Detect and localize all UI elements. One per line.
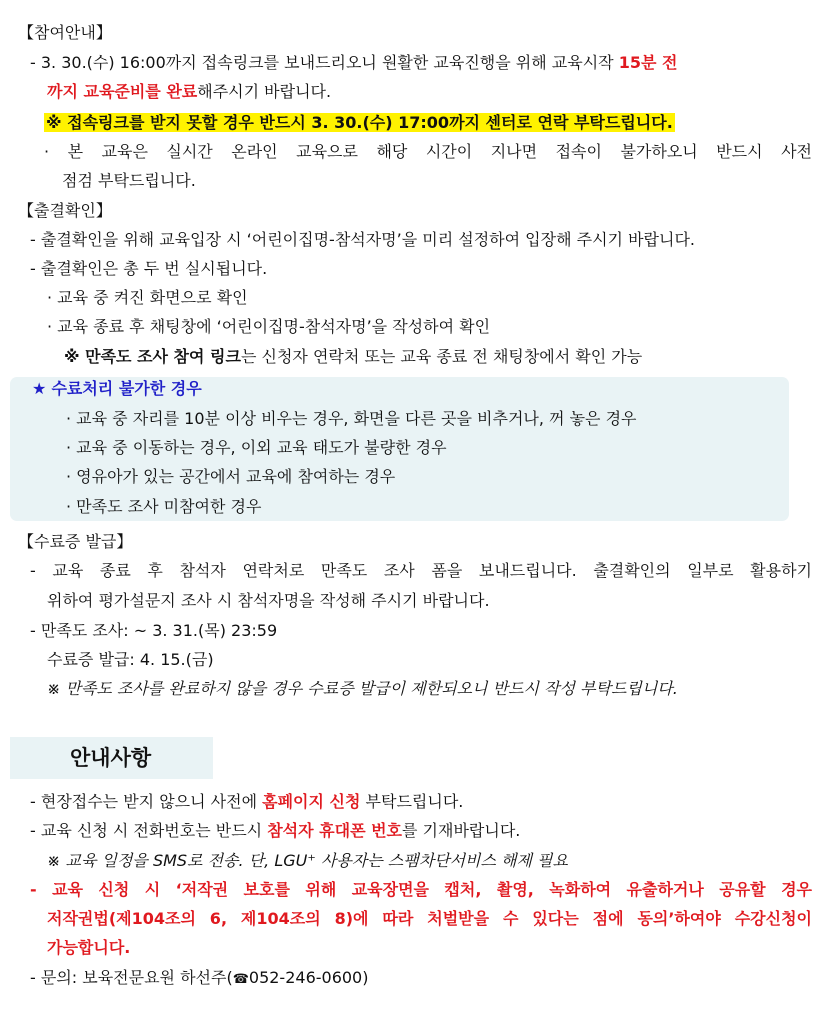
participation-line-4: · 본 교육은 실시간 온라인 교육으로 해당 시간이 지나면 접속이 불가하오니 반드시 사전 [44, 142, 812, 161]
notice-line-2-end: 를 기재바랍니다. [402, 821, 521, 840]
survey-link-label: ※ 만족도 조사 참여 링크 [64, 347, 241, 366]
certificate-line-4: 수료증 발급: 4. 15.(금) [47, 650, 214, 669]
completion-box-title-row [32, 374, 202, 403]
completion-item: · 교육 중 이동하는 경우, 이외 교육 태도가 불량한 경우 [66, 438, 447, 457]
star-icon: ★ [32, 379, 47, 398]
completion-item: · 영유아가 있는 공간에서 교육에 참여하는 경우 [66, 467, 396, 486]
phone-icon: ☎ [232, 972, 249, 987]
participation-heading: 【참여안내】 [18, 23, 112, 42]
attendance-line-4: · 교육 종료 후 채팅창에 ‘어린이집명-참석자명’을 작성하여 확인 [47, 317, 491, 336]
contact-number: 052-246-0600) [248, 968, 369, 987]
link-warning-highlight [44, 108, 675, 137]
copyright-notice-line-1: - 교육 신청 시 ‘저작권 보호를 위해 교육장면을 캡처, 촬영, 녹화하여 유출하거나 공유할 경우 [30, 880, 812, 899]
certificate-line-3: - 만족도 조사: ~ 3. 31.(목) 23:59 [30, 621, 278, 640]
participation-line-1 [30, 48, 812, 77]
copyright-notice-line-3: 가능합니다. [47, 938, 131, 957]
attendance-line-3: · 교육 중 켜진 화면으로 확인 [47, 288, 248, 307]
certificate-note: ※ 만족도 조사를 완료하지 않을 경우 수료증 발급이 제한되오니 반드시 작성 부탁드립니다. [47, 679, 678, 698]
attendance-line-1: - 출결확인을 위해 교육입장 시 ‘어린이집명-참석자명’을 미리 설정하여 입장해 주시기 바랍니다. [30, 230, 695, 249]
attendance-line-2: - 출결확인은 총 두 번 실시됩니다. [30, 259, 268, 278]
completion-box-title: 수료처리 불가한 경우 [51, 379, 202, 398]
notice-line-2-text: - 교육 신청 시 전화번호는 반드시 [30, 821, 268, 840]
notice-heading-box [10, 737, 213, 779]
completion-item: · 교육 중 자리를 10분 이상 비우는 경우, 화면을 다른 곳을 비추거나, 꺼 놓은 경우 [66, 409, 637, 428]
notice-heading: 안내사항 [70, 746, 152, 770]
participation-line-5: 점검 부탁드립니다. [62, 171, 196, 190]
certificate-line-2: 위하여 평가설문지 조사 시 참석자명을 작성해 주시기 바랍니다. [47, 591, 490, 610]
contact-label: - 문의: 보육전문요원 하선주( [30, 968, 233, 987]
notice-line-1-text: - 현장접수는 받지 않으니 사전에 [30, 792, 263, 811]
certificate-heading: 【수료증 발급】 [18, 532, 133, 551]
participation-line-2 [47, 77, 331, 106]
certificate-line-1: - 교육 종료 후 참석자 연락처로 만족도 조사 폼을 보내드립니다. 출결확인의 일부로 활용하기 [30, 561, 812, 580]
attendance-line-5-text: 는 신청자 연락처 또는 교육 종료 전 채팅창에서 확인 가능 [240, 347, 643, 366]
notice-line-1 [30, 787, 463, 816]
link-warning-text: ※ 접속링크를 받지 못할 경우 반드시 3. 30.(수) 17:00까지 센터로 연락 부탁드립니다. [46, 113, 673, 132]
homepage-apply-emphasis: 홈페이지 신청 [262, 792, 361, 811]
attendance-line-5 [64, 342, 642, 371]
participation-line-2-emphasis: 까지 교육준비를 완료 [47, 82, 198, 101]
notice-sms-note: ※ 교육 일정을 SMS로 전송. 단, LGU⁺ 사용자는 스팸차단서비스 해제 필요 [47, 851, 568, 870]
participation-line-2-text: 해주시기 바랍니다. [197, 82, 332, 101]
notice-line-2 [30, 816, 520, 845]
completion-item: · 만족도 조사 미참여한 경우 [66, 497, 262, 516]
copyright-notice-line-2: 저작권법(제104조의 6, 제104조의 8)에 따라 처벌받을 수 있다는 점에 동의’하여야 수강신청이 [47, 909, 812, 928]
participation-line-1-text: - 3. 30.(수) 16:00까지 접속링크를 보내드리오니 원활한 교육진행을 위해 교육시작 [30, 53, 619, 72]
notice-line-1-end: 부탁드립니다. [360, 792, 464, 811]
phone-number-emphasis: 참석자 휴대폰 번호 [267, 821, 403, 840]
participation-line-1-emphasis: 15분 전 [618, 53, 678, 72]
contact-line [30, 963, 368, 994]
attendance-heading: 【출결확인】 [18, 201, 112, 220]
